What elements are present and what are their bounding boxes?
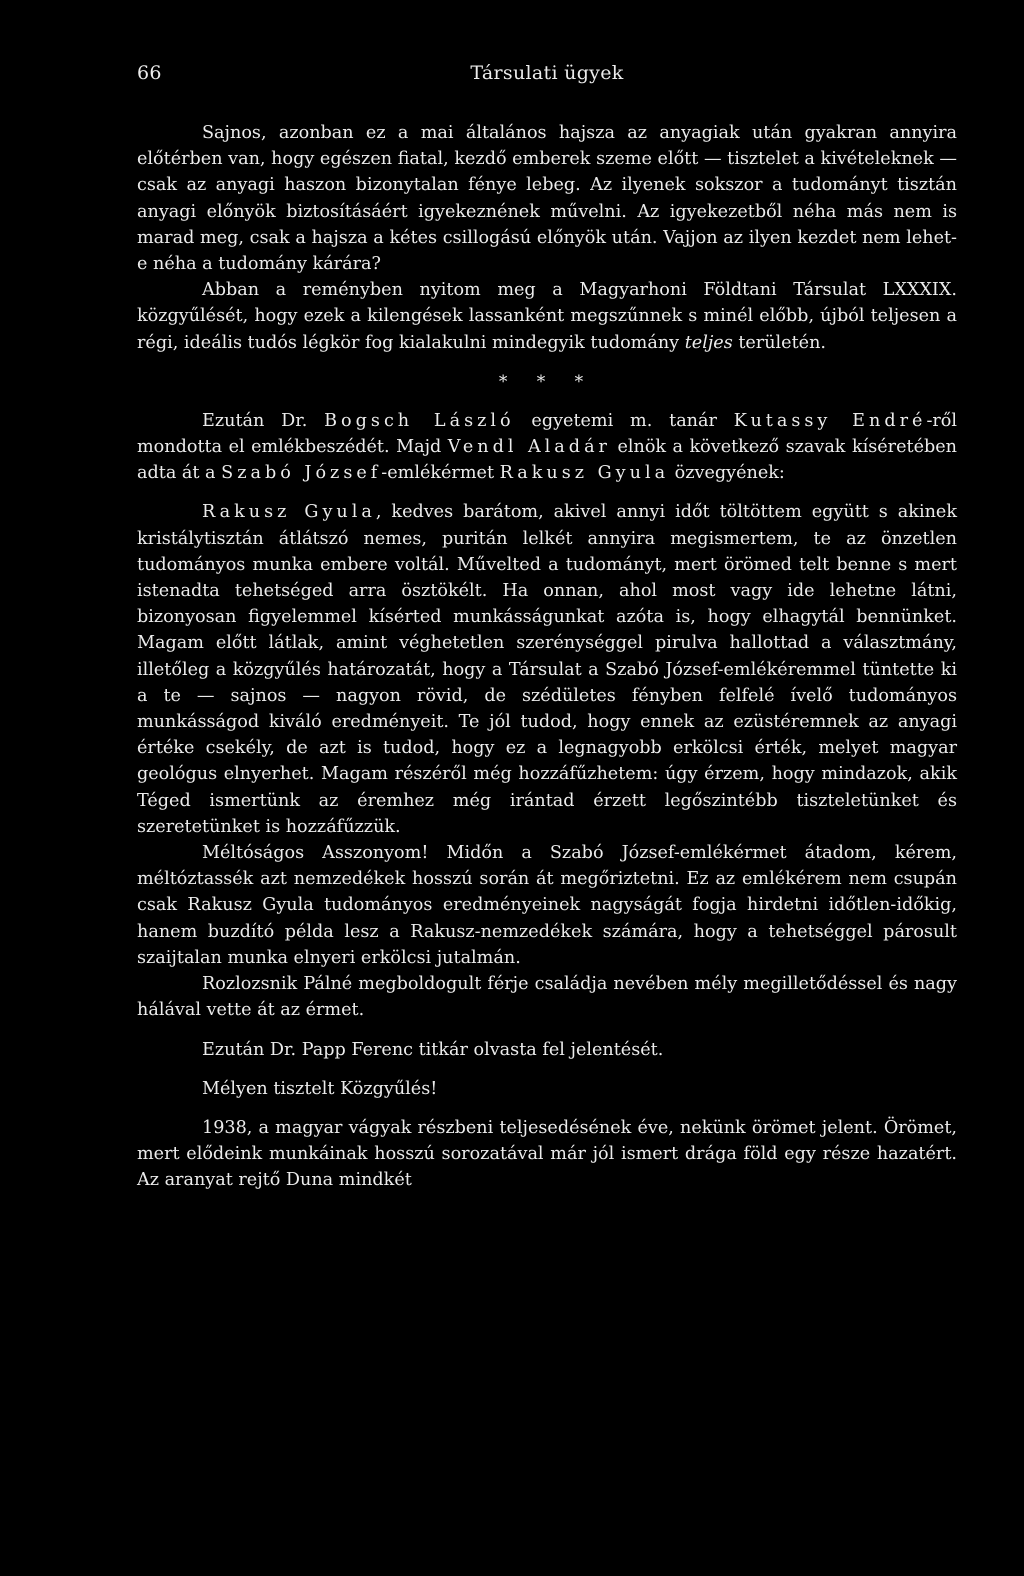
spacer bbox=[137, 1102, 957, 1115]
paragraph-text: Abban a reményben nyitom meg a Magyarhoni Földtani Társulat LXXXIX. közgyűlését, hogy ezek a kilengések lassanként megszűnnek s minél előbb, újból teljesen a régi, ideális tudós légkör fog kialakulni mindegyik tudomány bbox=[137, 280, 957, 353]
spacer bbox=[137, 1063, 957, 1076]
spacer bbox=[137, 1024, 957, 1037]
paragraph-text: özvegyének: bbox=[669, 463, 785, 484]
running-title: Társulati ügyek bbox=[470, 62, 624, 84]
paragraph-text: elnök a következő szavak kíséretében adta át a bbox=[137, 437, 957, 484]
page-number: 66 bbox=[137, 62, 162, 84]
paragraph-1938: 1938, a magyar vágyak részbeni teljesedésének éve, nekünk örömet jelent. Örömet, mert elődeink munkáinak hosszú sorozatával már jól ismert drága föld egy része hazatért. Az aranyat rejtő Duna mindkét bbox=[137, 1117, 957, 1191]
paragraph-kozgyules-megnyitas bbox=[137, 277, 957, 356]
paragraph-text: Ezután Dr. bbox=[202, 410, 325, 431]
paragraph-text: területén. bbox=[732, 332, 826, 353]
person-name: Szabó József bbox=[221, 463, 382, 484]
paragraph-text: -ről mondotta el emlékbeszédét. Majd bbox=[137, 410, 958, 458]
paragraph-rozlozsnik: Rozlozsnik Pálné megboldogult férje családja nevében mély megilletődéssel és nagy hálával vette át az érmet. bbox=[137, 974, 957, 1021]
section-separator: * * * bbox=[498, 371, 596, 392]
person-name: Rakusz Gyula bbox=[202, 502, 376, 523]
paragraph-meltosagos-asszonyom: Méltóságos Asszonyom! Midőn a Szabó József-emlékérmet átadom, kérem, méltóztassék azt nemzedékek hosszú során át megőriztetni. Ez az emlékérem nem csupán csak Rakusz Gyula tudományos eredményeinek nagyságát fogja hirdetni időtlen-időkig, hanem buzdító példa lesz a Rakusz-nemzedékek számára, hogy a tehetséggel párosult szaijtalan munka elnyeri erkölcsi jutalmán. bbox=[137, 843, 957, 968]
paragraph-emlekbeszed bbox=[137, 408, 957, 487]
person-name: Kutassy Endré bbox=[733, 410, 927, 431]
paragraph-beszed-rakusz bbox=[137, 499, 957, 840]
paragraph-anyagiak-hajsza: Sajnos, azonban ez a mai általános hajsza az anyagiak után gyakran annyira előtérben van, hogy egészen fiatal, kezdő emberek szeme előtt — tisztelet a kivételeknek — csak az anyagi haszon bizonytalan fénye lebeg. Az ilyenek sokszor a tudományt tisztán anyagi előnyök biztosításáért igyekeznének művelni. Az igyekezetből néha más nem is marad meg, csak a hajsza a kétes csillogású előnyök után. Vajjon az ilyen kezdet nem lehet-e néha a tudomány kárára? bbox=[137, 123, 957, 275]
spacer bbox=[137, 486, 957, 499]
paragraph-text: -emlékérmet bbox=[381, 463, 500, 484]
paragraph-papp-ferenc: Ezután Dr. Papp Ferenc titkár olvasta fel jelentését. bbox=[202, 1039, 664, 1060]
person-name: Vendl Aladár bbox=[447, 437, 611, 458]
person-name: Rakusz Gyula bbox=[499, 463, 670, 484]
paragraph-text: , kedves barátom, akivel annyi időt töltöttem együtt s akinek kristálytisztán átlátszó nemes, puritán lelkét annyira megismertem, te az önzetlen tudományos munka embere voltál. Művelted a tudományt, mert örömed telt benne s mert istenadta tehetséged arra ösztökélt. Ha onnan, ahol most vagy ide lehetne látni, bizonyosan figyelemmel kísérted munkásságunkat azóta is, hogy elhagytál bennünket. Magam előtt látlak, amint véghetetlen szerénységgel pirulva hallottad a választmány, illetőleg a közgyűlés határozatát, hogy a Társulat a Szabó József-emlékéremmel tüntette ki a te — sajnos — nagyon rövid, de szédületes fényben felfelé ívelő tudományos munkásságod kiváló eredményeit. Te jól tudod, hogy ennek az ezüstéremnek az anyagi értéke csekély, de azt is tudod, hogy ez a legnagyobb erkölcsi érték, melyet magyar geológus elnyerhet. Magam részéről még hozzáfűzhetem: úgy érzem, hogy mindazok, akik Téged ismertünk az éremhez még irántad érzett legőszintébb tiszteletünket és szeretetünket is hozzáfűzzük. bbox=[137, 502, 957, 837]
body-text bbox=[137, 120, 957, 1194]
emphasized-word: teljes bbox=[684, 332, 733, 353]
paragraph-text: egyetemi m. tanár bbox=[514, 410, 734, 431]
salutation: Mélyen tisztelt Közgyűlés! bbox=[202, 1078, 438, 1099]
person-name: Bogsch László bbox=[324, 410, 515, 431]
running-head bbox=[137, 62, 957, 92]
